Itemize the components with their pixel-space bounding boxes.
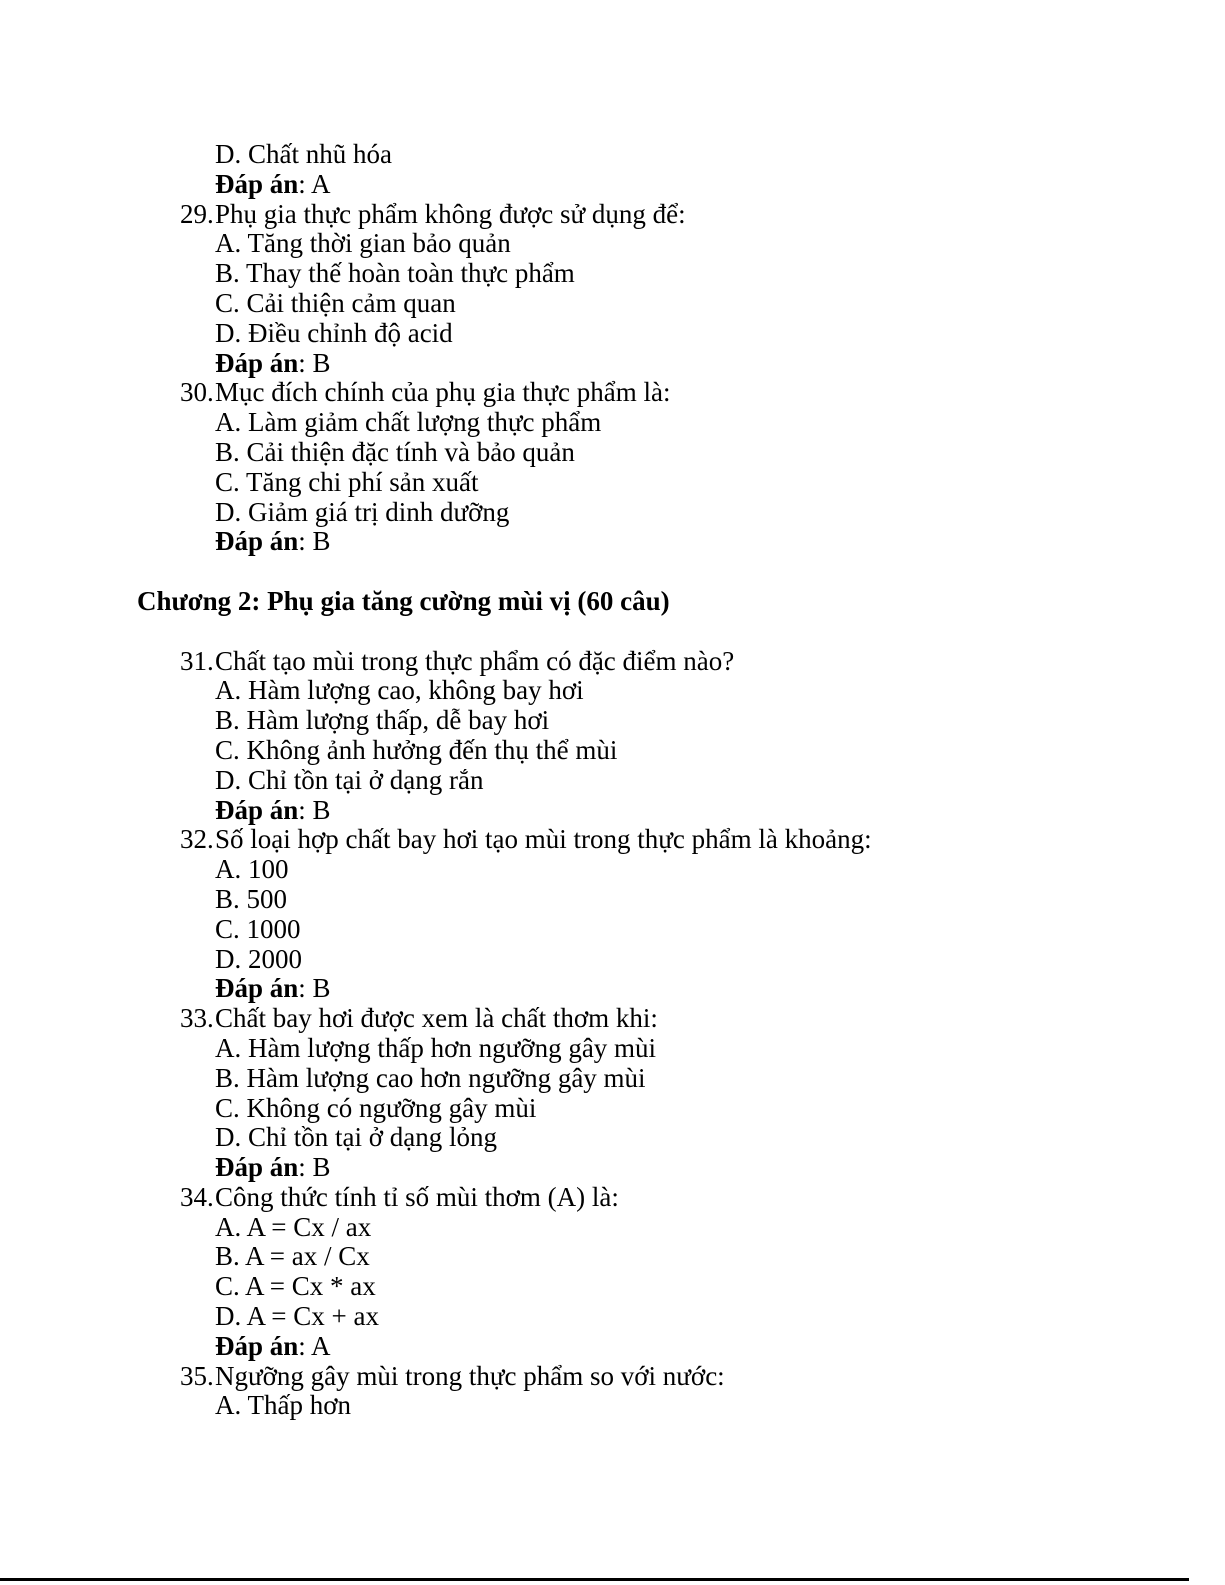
answer-line bbox=[0, 1332, 1225, 1362]
option-line bbox=[0, 319, 1225, 349]
option-text: C. Tăng chi phí sản xuất bbox=[215, 466, 479, 497]
answer-line bbox=[0, 974, 1225, 1004]
option-line bbox=[0, 736, 1225, 766]
answer-line bbox=[0, 170, 1225, 200]
option-line bbox=[0, 1213, 1225, 1243]
answer-label: Đáp án bbox=[215, 1330, 299, 1361]
option-text: B. A = ax / Cx bbox=[215, 1241, 370, 1272]
question-text: Công thức tính tỉ số mùi thơm (A) là: bbox=[215, 1181, 619, 1212]
chapter-heading: Chương 2: Phụ gia tăng cường mùi vị (60 câu) bbox=[137, 585, 670, 616]
answer-line bbox=[0, 796, 1225, 826]
question-number: 31. bbox=[180, 645, 214, 676]
answer-line bbox=[0, 349, 1225, 379]
question-number: 34. bbox=[180, 1181, 214, 1212]
answer-value: : B bbox=[298, 794, 331, 825]
question-line bbox=[0, 200, 1225, 230]
answer-line bbox=[0, 527, 1225, 557]
option-text: C. Cải thiện cảm quan bbox=[215, 287, 456, 318]
option-text: D. Chỉ tồn tại ở dạng lỏng bbox=[215, 1122, 498, 1153]
option-text: A. Tăng thời gian bảo quản bbox=[215, 228, 511, 259]
answer-label: Đáp án bbox=[215, 973, 299, 1004]
answer-label: Đáp án bbox=[215, 526, 299, 557]
option-text: B. Hàm lượng cao hơn ngưỡng gây mùi bbox=[215, 1062, 646, 1093]
option-text: B. Thay thế hoàn toàn thực phẩm bbox=[215, 258, 575, 289]
option-text: D. Giảm giá trị dinh dưỡng bbox=[215, 496, 510, 527]
option-text: C. A = Cx * ax bbox=[215, 1271, 376, 1302]
option-text: A. Hàm lượng cao, không bay hơi bbox=[215, 675, 584, 706]
document-body bbox=[0, 140, 1225, 1421]
question-number: 32. bbox=[180, 824, 214, 855]
page-bottom-rule bbox=[0, 1578, 1189, 1581]
option-text: D. Chỉ tồn tại ở dạng rắn bbox=[215, 764, 484, 795]
answer-line bbox=[0, 1153, 1225, 1183]
question-text: Chất tạo mùi trong thực phẩm có đặc điểm nào? bbox=[215, 645, 735, 676]
option-text: C. Không có ngưỡng gây mùi bbox=[215, 1092, 537, 1123]
option-line bbox=[0, 408, 1225, 438]
option-line bbox=[0, 1391, 1225, 1421]
question-number: 35. bbox=[180, 1360, 214, 1391]
question-text: Số loại hợp chất bay hơi tạo mùi trong thực phẩm là khoảng: bbox=[215, 824, 872, 855]
answer-value: : B bbox=[298, 973, 331, 1004]
question-line bbox=[0, 1004, 1225, 1034]
question-number: 29. bbox=[180, 198, 214, 229]
option-line bbox=[0, 498, 1225, 528]
option-text: A. A = Cx / ax bbox=[215, 1211, 372, 1242]
option-line bbox=[0, 885, 1225, 915]
option-text: A. Thấp hơn bbox=[215, 1390, 352, 1421]
question-line bbox=[0, 647, 1225, 677]
option-line bbox=[0, 1272, 1225, 1302]
question-number: 33. bbox=[180, 1003, 214, 1034]
option-line bbox=[0, 945, 1225, 975]
option-text: B. Hàm lượng thấp, dễ bay hơi bbox=[215, 705, 550, 736]
blank-line bbox=[0, 617, 1225, 647]
answer-value: : B bbox=[298, 1152, 331, 1183]
answer-label: Đáp án bbox=[215, 347, 299, 378]
option-text: D. 2000 bbox=[215, 943, 302, 974]
option-line bbox=[0, 438, 1225, 468]
option-line bbox=[0, 1064, 1225, 1094]
option-line bbox=[0, 855, 1225, 885]
question-line bbox=[0, 825, 1225, 855]
option-line bbox=[0, 1034, 1225, 1064]
option-text: D. Chất nhũ hóa bbox=[215, 139, 392, 169]
question-text: Mục đích chính của phụ gia thực phẩm là: bbox=[215, 377, 671, 408]
question-line bbox=[0, 1183, 1225, 1213]
option-line bbox=[0, 915, 1225, 945]
option-line bbox=[0, 1123, 1225, 1153]
option-text: C. Không ảnh hưởng đến thụ thể mùi bbox=[215, 734, 618, 765]
option-line bbox=[0, 289, 1225, 319]
answer-label: Đáp án bbox=[215, 794, 299, 825]
option-line bbox=[0, 1094, 1225, 1124]
option-line bbox=[0, 1242, 1225, 1272]
option-text: B. Cải thiện đặc tính và bảo quản bbox=[215, 436, 575, 467]
option-line bbox=[0, 259, 1225, 289]
blank-line bbox=[0, 557, 1225, 587]
question-text: Chất bay hơi được xem là chất thơm khi: bbox=[215, 1003, 658, 1034]
option-line bbox=[0, 468, 1225, 498]
answer-value: : A bbox=[298, 168, 331, 199]
question-line bbox=[0, 378, 1225, 408]
answer-label: Đáp án bbox=[215, 1152, 299, 1183]
option-line bbox=[0, 766, 1225, 796]
option-text: A. Làm giảm chất lượng thực phẩm bbox=[215, 407, 602, 438]
option-line bbox=[0, 676, 1225, 706]
option-line bbox=[0, 140, 1225, 170]
option-line bbox=[0, 706, 1225, 736]
question-text: Phụ gia thực phẩm không được sử dụng để: bbox=[215, 198, 686, 229]
option-text: C. 1000 bbox=[215, 913, 301, 944]
option-text: D. A = Cx + ax bbox=[215, 1301, 379, 1332]
question-number: 30. bbox=[180, 377, 214, 408]
option-text: B. 500 bbox=[215, 883, 288, 914]
option-text: D. Điều chỉnh độ acid bbox=[215, 317, 453, 348]
answer-label: Đáp án bbox=[215, 168, 299, 199]
answer-value: : A bbox=[298, 1330, 331, 1361]
option-line bbox=[0, 1302, 1225, 1332]
answer-value: : B bbox=[298, 526, 331, 557]
answer-value: : B bbox=[298, 347, 331, 378]
option-line bbox=[0, 229, 1225, 259]
option-text: A. 100 bbox=[215, 854, 289, 885]
option-text: A. Hàm lượng thấp hơn ngưỡng gây mùi bbox=[215, 1032, 657, 1063]
question-line bbox=[0, 1362, 1225, 1392]
question-text: Ngưỡng gây mùi trong thực phẩm so với nước: bbox=[215, 1360, 725, 1391]
